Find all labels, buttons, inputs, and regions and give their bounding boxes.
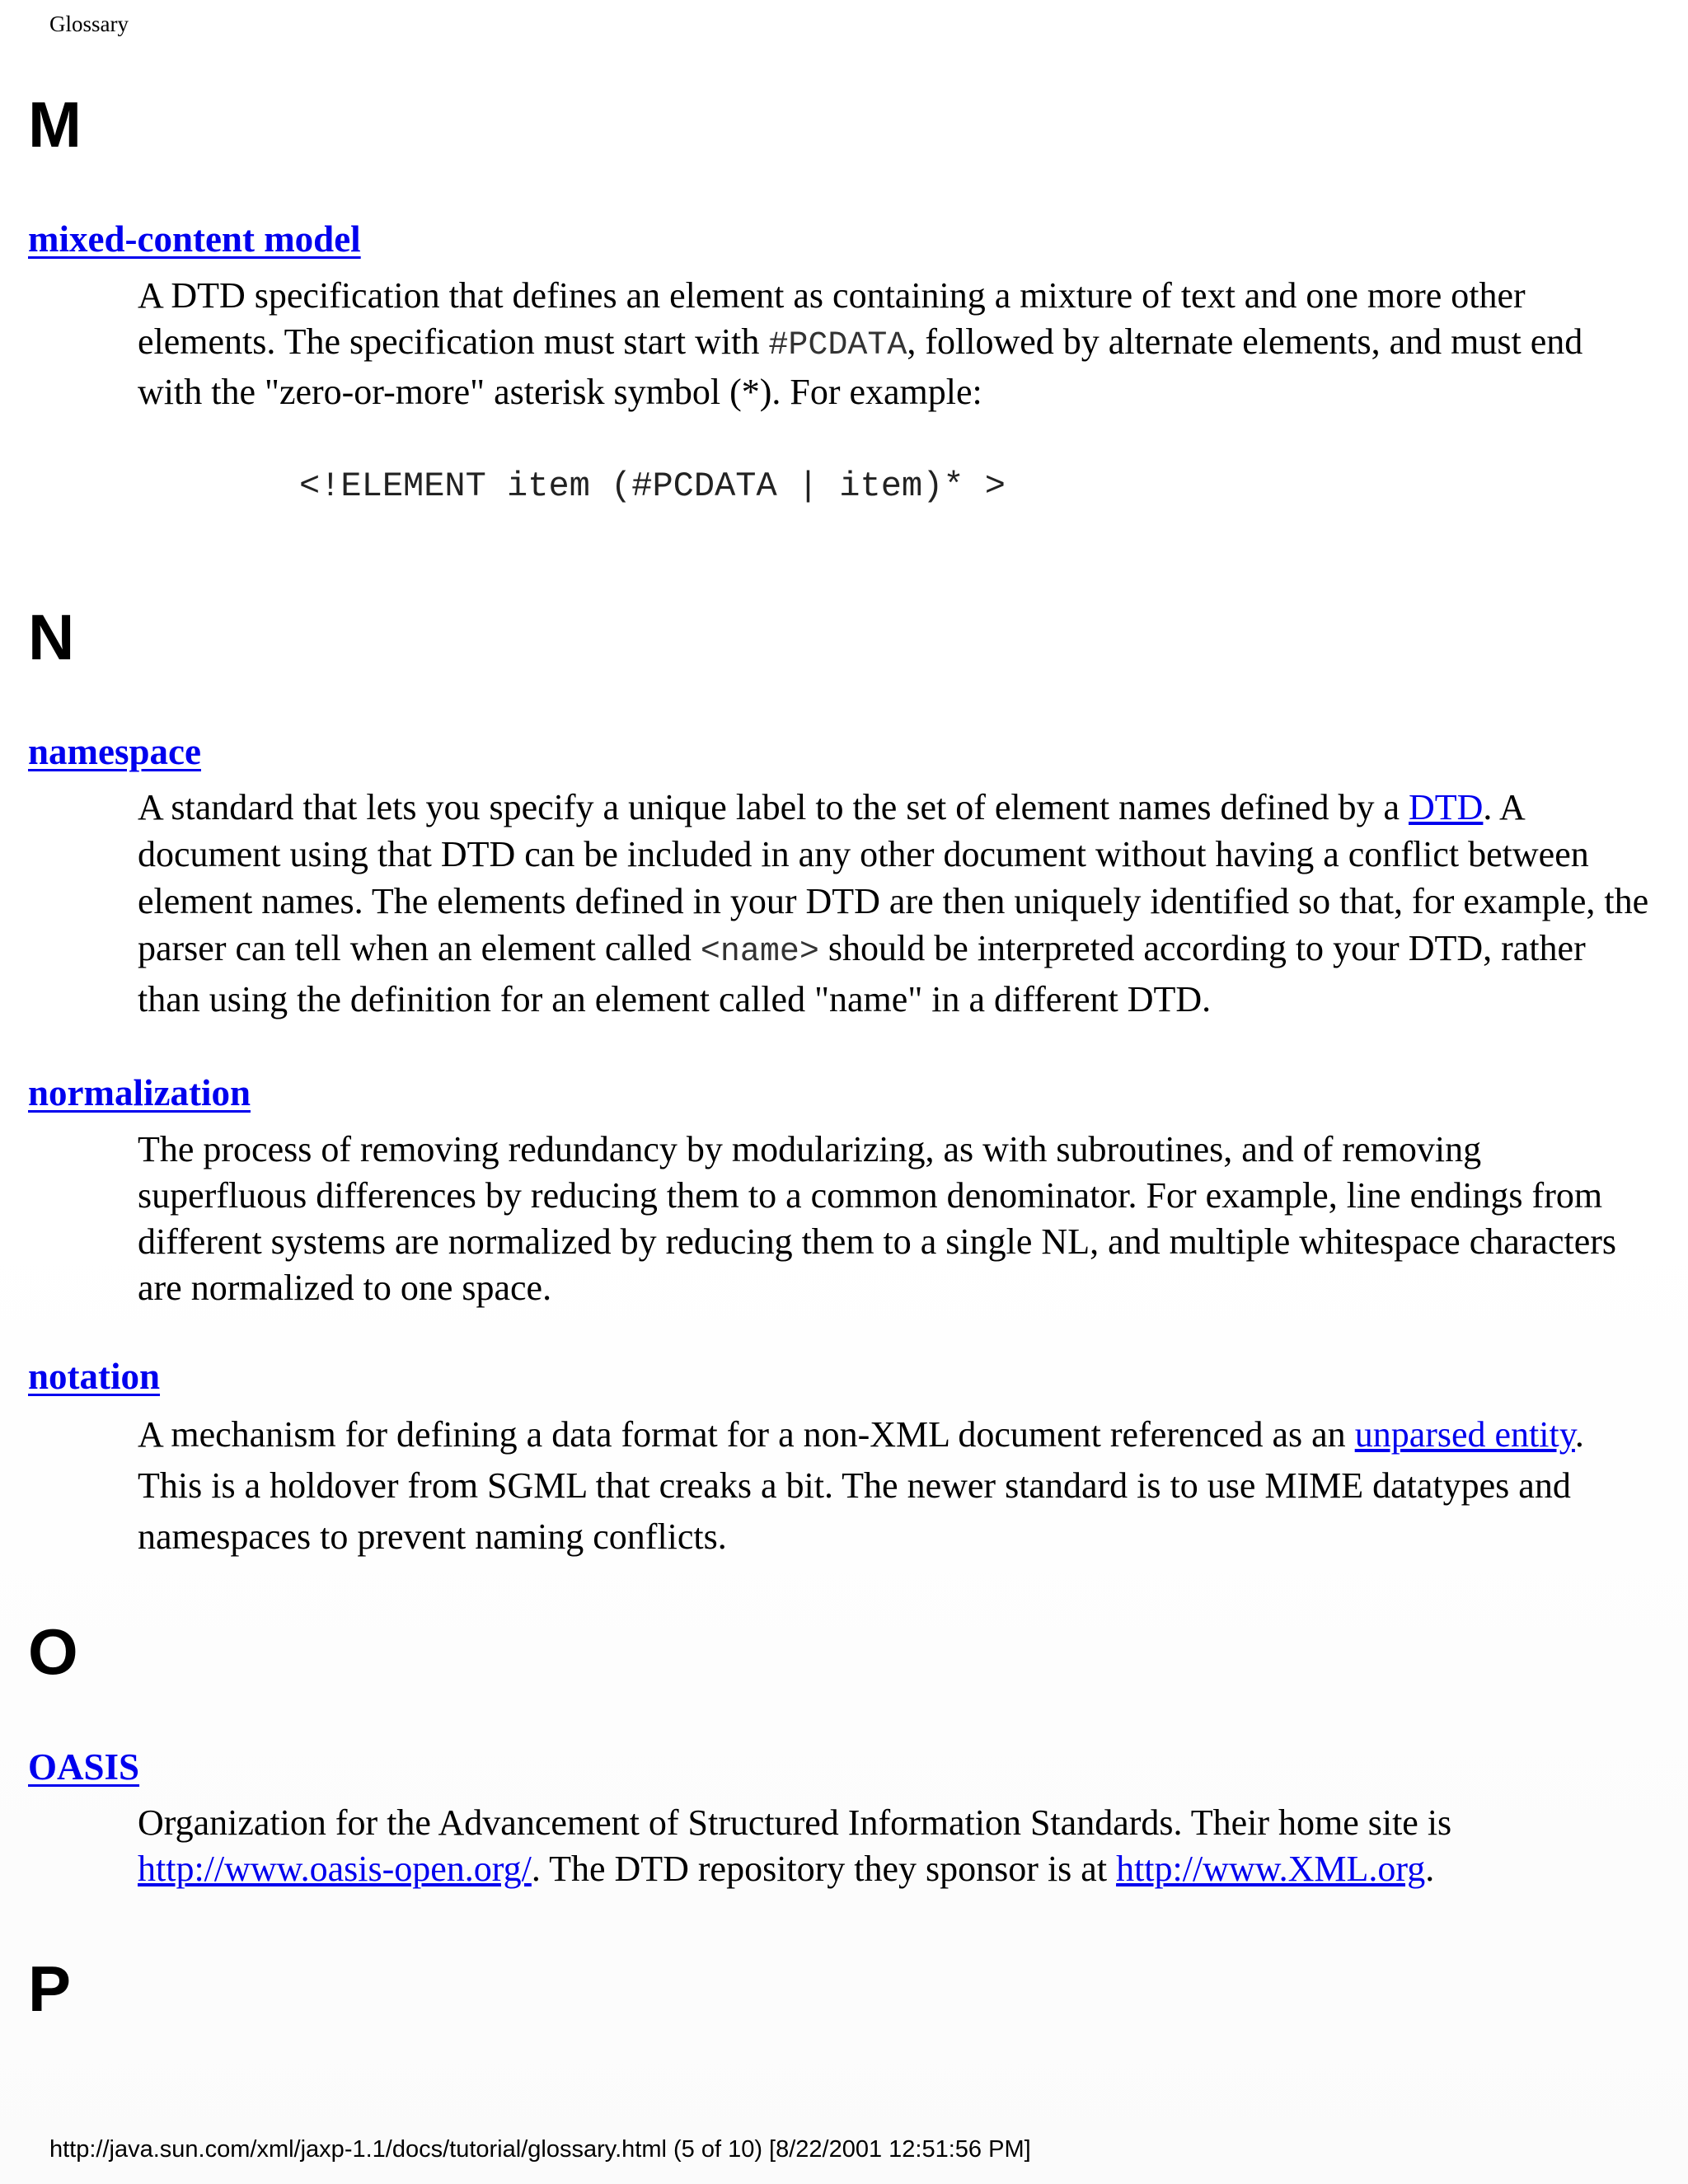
term-namespace[interactable]: namespace [28,731,201,772]
link-unparsed-entity[interactable]: unparsed entity [1354,1414,1575,1455]
definition-text: A mechanism for defining a data format for a non-XML document referenced as an [138,1414,1355,1455]
definition-text: . [1425,1849,1435,1889]
link-dtd[interactable]: DTD [1408,787,1484,827]
definition-notation [138,1409,1654,1563]
page-header-title: Glossary [49,12,129,36]
definition-text: , followed by alternate elements, and must end with the "zero-or-more" asterisk symbol (*). For example: [138,321,1583,412]
term-oasis[interactable]: OASIS [28,1746,140,1788]
link-xml-org[interactable]: http://www.XML.org [1116,1849,1426,1889]
definition-text: . This is a holdover from SGML that creaks a bit. The newer standard is to use MIME datatypes and namespaces to prevent naming conflicts. [138,1414,1584,1557]
inline-code-name: <name> [700,934,819,971]
section-letter-m: M [28,88,82,161]
section-letter-o: O [28,1615,78,1688]
definition-text: A standard that lets you specify a unique label to the set of element names defined by a [138,787,1409,827]
code-example-element-item: <!ELEMENT item (#PCDATA | item)* > [299,466,1006,506]
term-mixed-content-model[interactable]: mixed-content model [28,218,361,260]
definition-text: . The DTD repository they sponsor is at [531,1849,1117,1889]
link-oasis-open[interactable]: http://www.oasis-open.org/ [138,1849,532,1889]
term-notation[interactable]: notation [28,1356,161,1397]
section-letter-n: N [28,601,75,673]
definition-text: Organization for the Advancement of Structured Information Standards. Their home site is [138,1802,1452,1843]
term-normalization[interactable]: normalization [28,1072,251,1113]
inline-code-pcdata: #PCDATA [768,327,907,364]
definition-oasis [138,1800,1654,1892]
definition-mixed-content-model [138,273,1654,415]
definition-text: A DTD specification that defines an element as containing a mixture of text and one more other elements. The specification must start with [138,275,1526,362]
definition-normalization: The process of removing redundancy by modularizing, as with subroutines, and of removing superfluous differences by reducing them to a common denominator. For example, line endings from different systems are normalized by reducing them to a single NL, and multiple whitespace characters are normalized to one space. [138,1129,1617,1308]
definition-namespace [138,784,1654,1023]
section-letter-p: P [28,1952,72,2025]
definition-text: should be interpreted according to your DTD, rather than using the definition for an element called "name" in a different DTD. [138,928,1586,1019]
definition-text: . A document using that DTD can be included in any other document without having a conflict between element names. The elements defined in your DTD are then uniquely identified so that, for example, the parser can tell when an element called [138,787,1649,968]
page-footer-source: http://java.sun.com/xml/jaxp-1.1/docs/tutorial/glossary.html (5 of 10) [8/22/2001 12:51:56 PM] [49,2136,1031,2163]
